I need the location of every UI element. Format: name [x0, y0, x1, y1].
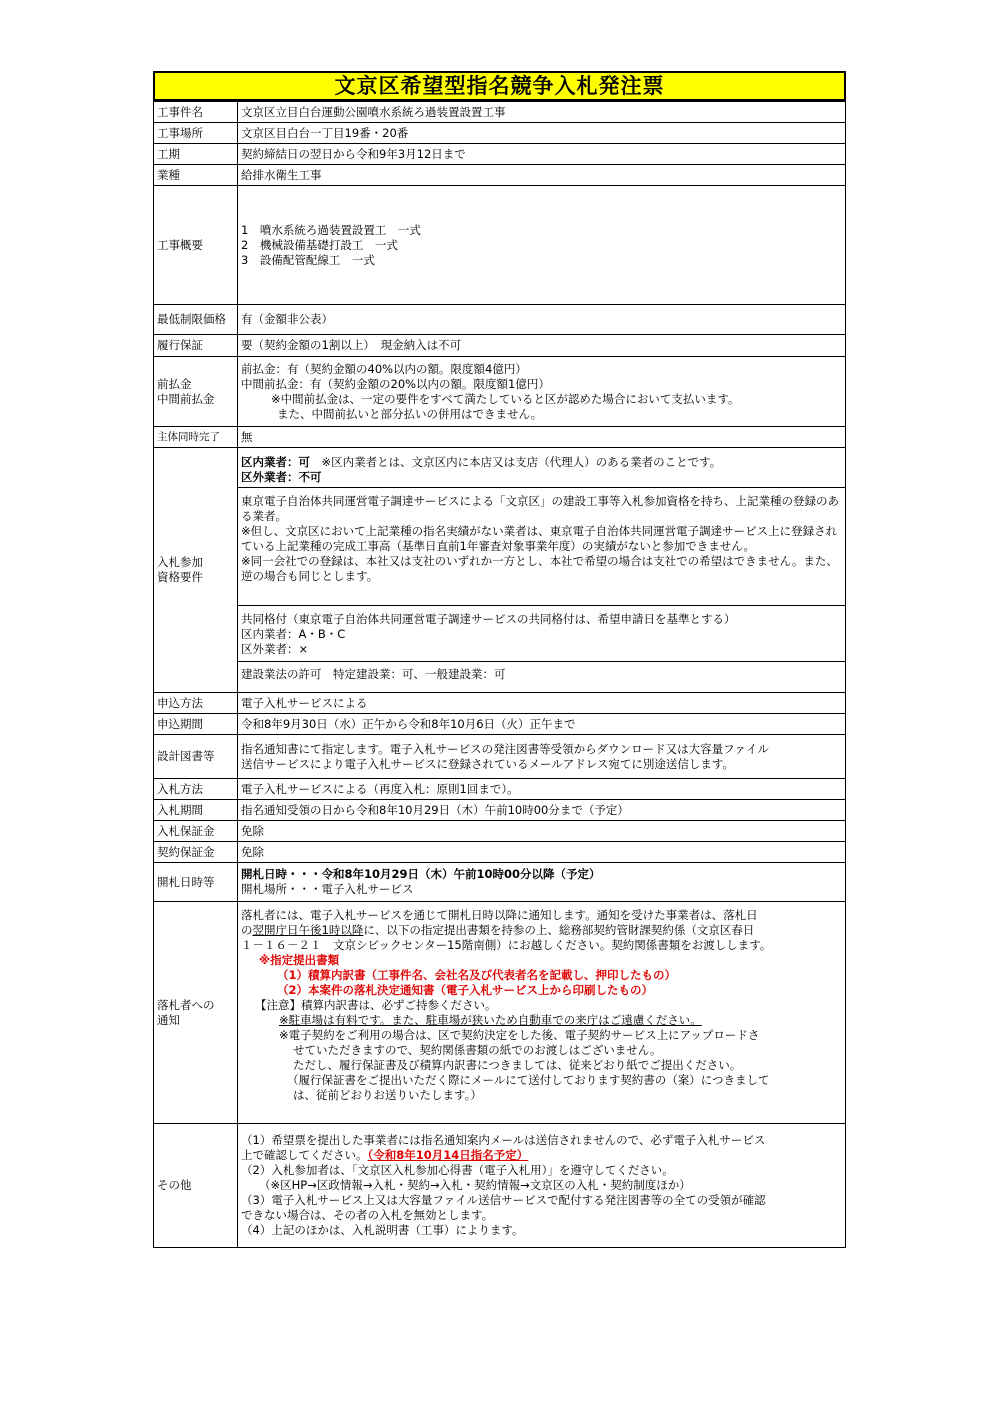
- winner-required-item: （1）積算内訳書（工事件名、会社名及び代表者名を記載し、押印したもの）: [277, 968, 676, 982]
- label-bid-bond: 入札保証金: [154, 821, 238, 842]
- overview-line: 2 機械設備基礎打設工 一式: [241, 237, 398, 252]
- value-other: [238, 1124, 846, 1248]
- label-qualification-1: 入札参加: [157, 555, 203, 569]
- rating-line: 区内業者：A・B・C: [241, 626, 346, 641]
- winner-note: ※電子契約をご利用の場合は、区で契約決定をした後、電子契約サービス上にアップロードさ: [279, 1028, 760, 1042]
- label-winner-2: 通知: [157, 1012, 180, 1027]
- value-apply-method: 電子入札サービスによる: [238, 693, 846, 714]
- other-line: （2）入札参加者は、「文京区入札参加心得書（電子入札用）」を遵守してください。: [241, 1163, 674, 1177]
- opening-datetime: 開札日時・・・令和8年10月29日（木）午前10時00分以降（予定）: [241, 867, 601, 881]
- qualification-registration: [238, 488, 845, 606]
- advance-line: 前払金：有（契約金額の40%以内の額。限度額4億円）: [241, 361, 527, 376]
- value-qualification: [238, 448, 846, 693]
- row-opening: [154, 863, 846, 902]
- label-advance-2: 中間前払金: [157, 391, 215, 406]
- design-docs-line: 指名通知書にて指定します。電子入札サービスの発注図書等受領からダウンロード又は大容量ファイル: [241, 741, 769, 756]
- winner-note: 【注意】積算内訳書は、必ずご持参ください。: [255, 998, 497, 1012]
- other-line: （※区HP→区政情報→入札・契約→入札・契約情報→文京区の入札・契約制度ほか）: [259, 1178, 691, 1192]
- label-koji-place: 工事場所: [154, 123, 238, 144]
- row-period: [154, 144, 846, 165]
- label-qualification: [154, 448, 238, 693]
- winner-line: １－１６－２１ 文京シビックセンター15階南側）にお越しください。契約関係書類をお渡しします。: [241, 938, 772, 952]
- row-koji-name: [154, 102, 846, 123]
- label-overview: 工事概要: [154, 186, 238, 305]
- row-min-price: [154, 305, 846, 335]
- other-line: できない場合は、その者の入札を無効とします。: [241, 1208, 494, 1222]
- row-bid-period: [154, 800, 846, 821]
- value-design-docs: [238, 735, 846, 779]
- value-koji-name: 文京区立目白台運動公園噴水系統ろ過装置設置工事: [238, 102, 846, 123]
- qualification-license: 建設業法の許可 特定建設業：可、一般建設業：可: [241, 666, 506, 681]
- label-contract-bond: 契約保証金: [154, 842, 238, 863]
- qualification-text: ※同一会社での登録は、本社又は支社のいずれか一方とし、本社で希望の場合は支社での希望はできません。また、逆の場合も同じとします。: [241, 553, 838, 583]
- order-table: [153, 101, 846, 1248]
- label-min-price: 最低制限価格: [154, 305, 238, 335]
- value-gyoshu: 給排水衛生工事: [238, 165, 846, 186]
- winner-note: せていただきますので、契約関係書類の紙でのお渡しはございません。: [293, 1043, 662, 1057]
- value-contract-bond: 免除: [238, 842, 846, 863]
- winner-note: ※駐車場は有料です。また、駐車場が狭いため自動車での来庁はご遠慮ください。: [279, 1013, 702, 1027]
- other-line: （3）電子入札サービス上又は大容量ファイル送信サービスで配付する発注図書等の全ての受領が確認: [241, 1193, 766, 1207]
- winner-note: ただし、履行保証書及び積算内訳書につきましては、従来どおり紙でご提出ください。: [293, 1058, 742, 1072]
- advance-note: また、中間前払いと部分払いの併用はできません。: [277, 406, 543, 421]
- row-koji-place: [154, 123, 846, 144]
- winner-required-item: （2）本案件の落札決定通知書（電子入札サービス上から印刷したもの）: [277, 983, 653, 997]
- label-other: その他: [154, 1124, 238, 1248]
- value-winner: [238, 902, 846, 1124]
- label-apply-method: 申込方法: [154, 693, 238, 714]
- rating-line: 共同格付（東京電子自治体共同運営電子調達サービスの共同格付は、希望申請日を基準とする）: [241, 611, 736, 626]
- overview-line: 1 噴水系統ろ過装置設置工 一式: [241, 222, 421, 237]
- kunai-label: 区内業者：可: [241, 454, 310, 469]
- kunai-note: ※区内業者とは、文京区内に本店又は支店（代理人）のある業者のことです。: [310, 454, 722, 469]
- page-title: 文京区希望型指名競争入札発注票: [153, 71, 846, 101]
- advance-line: 中間前払金：有（契約金額の20%以内の額。限度額1億円）: [241, 376, 550, 391]
- row-apply-method: [154, 693, 846, 714]
- winner-note: （履行保証書をご提出いただく際にメールにて送付しております契約書の（案）につきまして: [287, 1073, 770, 1087]
- value-min-price: 有（金額非公表）: [238, 305, 846, 335]
- overview-line: 3 設備配管配線工 一式: [241, 252, 375, 267]
- label-apply-period: 申込期間: [154, 714, 238, 735]
- label-qualification-2: 資格要件: [157, 570, 203, 584]
- value-bid-method: 電子入札サービスによる（再度入札：原則1回まで）。: [238, 779, 846, 800]
- label-winner-1: 落札者への: [157, 997, 215, 1012]
- label-bid-method: 入札方法: [154, 779, 238, 800]
- row-advance: [154, 357, 846, 427]
- design-docs-line: 送信サービスにより電子入札サービスに登録されているメールアドレス宛てに別途送信します。: [241, 756, 734, 771]
- kugai-label: 区外業者：不可: [241, 469, 322, 484]
- label-advance-1: 前払金: [157, 376, 192, 391]
- row-other: [154, 1124, 846, 1248]
- winner-line: 落札者には、電子入札サービスを通じて開札日時以降に通知します。通知を受けた事業者は、落札日: [241, 908, 758, 922]
- row-design-docs: [154, 735, 846, 779]
- other-nomination-date: （令和8年10月14日指名予定）: [367, 1148, 529, 1162]
- row-shutai: [154, 427, 846, 448]
- other-line: [241, 1148, 842, 1163]
- row-overview: [154, 186, 846, 305]
- value-advance: [238, 357, 846, 427]
- row-bid-method: [154, 779, 846, 800]
- value-overview: [238, 186, 846, 305]
- qualification-text: ※但し、文京区において上記業種の指名実績がない業者は、東京電子自治体共同運営電子調達サービス上に登録されている上記業種の完成工事高（基準日直前1年審査対象事業年度）の実績がないと参加できません。: [241, 523, 838, 553]
- row-qualification: [154, 448, 846, 693]
- other-line: （1）希望票を提出した事業者には指名通知案内メールは送信されませんので、必ず電子入札サービス: [241, 1133, 766, 1147]
- winner-required-heading: ※指定提出書類: [259, 953, 340, 967]
- row-winner: [154, 902, 846, 1124]
- qualification-rating: [238, 606, 845, 662]
- value-koji-place: 文京区目白台一丁目19番・20番: [238, 123, 846, 144]
- value-shutai: 無: [238, 427, 846, 448]
- label-design-docs: 設計図書等: [154, 735, 238, 779]
- label-opening: 開札日時等: [154, 863, 238, 902]
- rating-line: 区外業者：×: [241, 641, 309, 656]
- winner-note: は、従前どおりお送りいたします。）: [293, 1088, 482, 1102]
- label-gyoshu: 業種: [154, 165, 238, 186]
- label-guarantee: 履行保証: [154, 335, 238, 357]
- winner-text: に、以下の指定提出書類を持参の上、総務部契約管財課契約係（文京区春日: [363, 923, 755, 937]
- order-sheet: [153, 71, 846, 1248]
- label-period: 工期: [154, 144, 238, 165]
- winner-line: [241, 923, 842, 938]
- advance-note: ※中間前払金は、一定の要件をすべて満たしていると区が認めた場合において支払います。: [271, 391, 740, 406]
- value-opening: [238, 863, 846, 902]
- other-line: （4）上記のほかは、入札説明書（工事）によります。: [241, 1223, 524, 1237]
- winner-deadline: 翌開庁日午後1時以降: [252, 923, 364, 937]
- value-bid-period: 指名通知受領の日から令和8年10月29日（木）午前10時00分まで（予定）: [238, 800, 846, 821]
- row-bid-bond: [154, 821, 846, 842]
- value-apply-period: 令和8年9月30日（水）正午から令和8年10月6日（火）正午まで: [238, 714, 846, 735]
- qualification-area: [238, 453, 845, 488]
- label-shutai: 主体同時完了: [154, 427, 238, 448]
- row-contract-bond: [154, 842, 846, 863]
- value-period: 契約締結日の翌日から令和9年3月12日まで: [238, 144, 846, 165]
- row-guarantee: [154, 335, 846, 357]
- label-advance: [154, 357, 238, 427]
- label-winner: [154, 902, 238, 1124]
- label-koji-name: 工事件名: [154, 102, 238, 123]
- winner-text: の: [241, 923, 253, 937]
- row-apply-period: [154, 714, 846, 735]
- opening-place: 開札場所・・・電子入札サービス: [241, 882, 414, 896]
- row-gyoshu: [154, 165, 846, 186]
- qualification-text: 東京電子自治体共同運営電子調達サービスによる「文京区」の建設工事等入札参加資格を持ち、上記業種の登録のある業者。: [241, 493, 839, 523]
- value-guarantee: 要（契約金額の1割以上） 現金納入は不可: [238, 335, 846, 357]
- value-bid-bond: 免除: [238, 821, 846, 842]
- other-text: 上で確認してください。: [241, 1148, 368, 1162]
- label-bid-period: 入札期間: [154, 800, 238, 821]
